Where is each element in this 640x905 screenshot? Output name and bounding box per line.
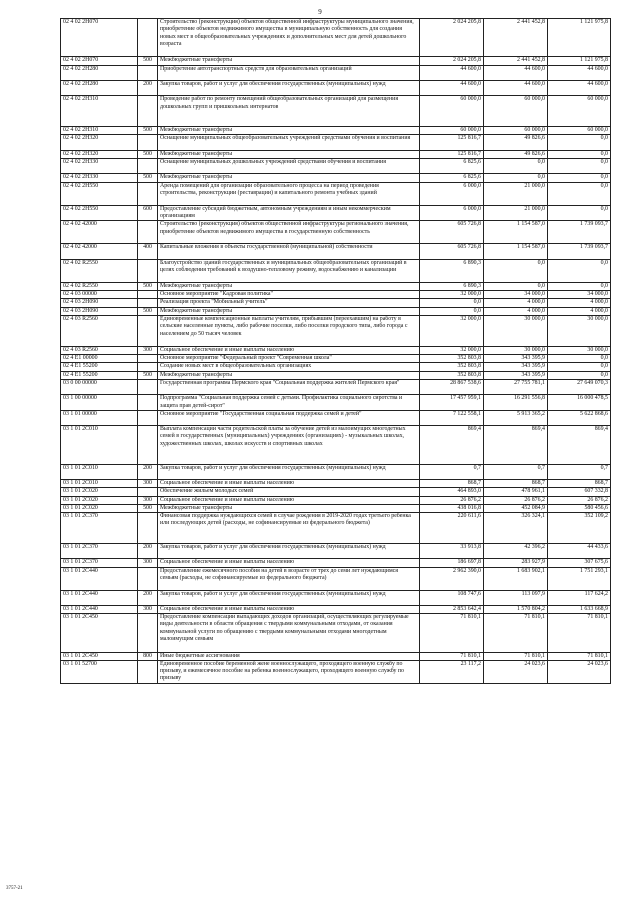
amount-year-1: 438 016,8 <box>420 504 484 512</box>
item-name: Аренда помещений для организации образовательного процесса на период проведения строительства, реконструкции (реставрации) и капитального ремонта учебных зданий <box>158 182 420 205</box>
target-article-code: 02 4 02 42000 <box>61 244 138 259</box>
amount-year-3: 5 622 868,6 <box>548 410 611 425</box>
item-name: Социальное обеспечение и иные выплаты населению <box>158 605 420 613</box>
item-name: Приобретение автотранспортных средств для образовательных организаций <box>158 65 420 80</box>
amount-year-1: 0,0 <box>420 299 484 307</box>
table-row <box>61 504 611 512</box>
amount-year-1: 220 611,6 <box>420 513 484 544</box>
expense-type-code: 300 <box>138 605 158 613</box>
item-name: Межбюджетные трансферты <box>158 307 420 315</box>
expense-type-code <box>138 299 158 307</box>
table-row <box>61 127 611 135</box>
target-article-code: 03 1 01 52700 <box>61 660 138 683</box>
table-row <box>61 244 611 259</box>
amount-year-2: 1 154 587,0 <box>484 221 548 244</box>
amount-year-3: 1 739 093,7 <box>548 244 611 259</box>
amount-year-2: 71 810,1 <box>484 652 548 660</box>
item-name: Реализация проекта "Мобильный учитель" <box>158 299 420 307</box>
table-row <box>61 299 611 307</box>
amount-year-3: 0,0 <box>548 205 611 221</box>
expense-type-code: 200 <box>138 81 158 96</box>
amount-year-3: 868,7 <box>548 479 611 487</box>
amount-year-2: 478 961,1 <box>484 488 548 496</box>
item-name: Межбюджетные трансферты <box>158 371 420 379</box>
target-article-code: 03 1 01 2С010 <box>61 479 138 487</box>
item-name: Капитальные вложения в объекты государственной (муниципальной) собственности <box>158 244 420 259</box>
amount-year-1: 352 803,8 <box>420 363 484 371</box>
target-article-code: 03 1 01 2С020 <box>61 488 138 496</box>
item-name: Социальное обеспечение и иные выплаты населению <box>158 496 420 504</box>
amount-year-3: 1 121 975,8 <box>548 57 611 65</box>
target-article-code: 03 1 01 2С440 <box>61 605 138 613</box>
item-name: Закупка товаров, работ и услуг для обеспечения государственных (муниципальных) нужд <box>158 464 420 479</box>
item-name: Обеспечение жильем молодых семей <box>158 488 420 496</box>
amount-year-2: 0,7 <box>484 464 548 479</box>
amount-year-3: 44 600,0 <box>548 65 611 80</box>
target-article-code: 02 4 02 R2550 <box>61 259 138 282</box>
expense-type-code <box>138 315 158 346</box>
amount-year-2: 21 000,0 <box>484 205 548 221</box>
amount-year-3: 60 000,0 <box>548 127 611 135</box>
amount-year-2: 1 570 804,2 <box>484 605 548 613</box>
target-article-code: 03 1 01 2С370 <box>61 543 138 558</box>
table-row <box>61 354 611 362</box>
table-row <box>61 614 611 652</box>
table-row <box>61 395 611 411</box>
table-row <box>61 496 611 504</box>
amount-year-1: 60 000,0 <box>420 96 484 127</box>
expense-type-code <box>138 96 158 127</box>
item-name: Оснащение муниципальных дошкольных учреждений средствами обучения и воспитания <box>158 159 420 174</box>
table-row <box>61 159 611 174</box>
amount-year-1: 6 890,3 <box>420 259 484 282</box>
amount-year-3: 24 023,6 <box>548 660 611 683</box>
table-row <box>61 605 611 613</box>
expense-type-code <box>138 410 158 425</box>
amount-year-2: 26 876,2 <box>484 496 548 504</box>
amount-year-2: 42 396,2 <box>484 543 548 558</box>
target-article-code: 03 1 01 2С020 <box>61 496 138 504</box>
amount-year-3: 869,4 <box>548 426 611 464</box>
item-name: Межбюджетные трансферты <box>158 504 420 512</box>
amount-year-1: 352 803,8 <box>420 354 484 362</box>
expense-type-code: 500 <box>138 307 158 315</box>
amount-year-2: 2 441 452,8 <box>484 19 548 57</box>
amount-year-3: 0,0 <box>548 282 611 290</box>
item-name: Государственная программа Пермского края "Социальная поддержка жителей Пермского края" <box>158 379 420 394</box>
amount-year-1: 71 810,1 <box>420 652 484 660</box>
amount-year-2: 5 913 365,2 <box>484 410 548 425</box>
expense-type-code <box>138 259 158 282</box>
target-article-code: 03 1 01 2С370 <box>61 559 138 567</box>
target-article-code: 02 4 02 2Н550 <box>61 182 138 205</box>
item-name: Иные бюджетные ассигнования <box>158 652 420 660</box>
table-row <box>61 479 611 487</box>
item-name: Финансовая поддержка нуждающихся семей в случае рождения в 2019-2020 годах третьего ребенка или последующих детей (расходы, не софинансируемые из федерального бюджета) <box>158 513 420 544</box>
amount-year-2: 1 683 902,1 <box>484 567 548 590</box>
item-name: Закупка товаров, работ и услуг для обеспечения государственных (муниципальных) нужд <box>158 590 420 605</box>
item-name: Предоставление ежемесячного пособия на детей в возрасте от трех до семи лет нуждающимся семьям (расходы, не софинансируемые из федерального бюджета) <box>158 567 420 590</box>
table-row <box>61 371 611 379</box>
item-name: Основное мероприятие "Кадровая политика" <box>158 291 420 299</box>
amount-year-3: 352 109,2 <box>548 513 611 544</box>
item-name: Межбюджетные трансферты <box>158 127 420 135</box>
expense-type-code <box>138 354 158 362</box>
amount-year-3: 1 739 093,7 <box>548 221 611 244</box>
amount-year-3: 0,0 <box>548 371 611 379</box>
expense-type-code <box>138 135 158 150</box>
table-row <box>61 315 611 346</box>
amount-year-2: 2 441 452,8 <box>484 57 548 65</box>
amount-year-2: 30 000,0 <box>484 346 548 354</box>
table-row <box>61 259 611 282</box>
table-row <box>61 543 611 558</box>
amount-year-2: 27 755 781,1 <box>484 379 548 394</box>
expense-type-code <box>138 221 158 244</box>
table-row <box>61 19 611 57</box>
expense-type-code <box>138 363 158 371</box>
expense-type-code: 300 <box>138 479 158 487</box>
table-row <box>61 410 611 425</box>
table-row <box>61 590 611 605</box>
target-article-code: 03 1 01 2С440 <box>61 567 138 590</box>
expense-type-code: 200 <box>138 464 158 479</box>
target-article-code: 02 4 03 R2560 <box>61 346 138 354</box>
expense-type-code <box>138 379 158 394</box>
target-article-code: 03 1 01 2С020 <box>61 504 138 512</box>
amount-year-2: 34 000,0 <box>484 291 548 299</box>
amount-year-3: 4 000,0 <box>548 299 611 307</box>
amount-year-2: 343 395,9 <box>484 363 548 371</box>
table-row <box>61 221 611 244</box>
amount-year-3: 0,0 <box>548 159 611 174</box>
item-name: Создание новых мест в общеобразовательных организациях <box>158 363 420 371</box>
amount-year-1: 2 024 205,8 <box>420 19 484 57</box>
expense-type-code <box>138 182 158 205</box>
item-name: Основное мероприятие "Государственная социальная поддержка семей и детей" <box>158 410 420 425</box>
amount-year-3: 44 600,0 <box>548 81 611 96</box>
amount-year-1: 0,7 <box>420 464 484 479</box>
amount-year-3: 0,0 <box>548 174 611 182</box>
amount-year-1: 186 697,8 <box>420 559 484 567</box>
target-article-code: 03 1 01 2С450 <box>61 652 138 660</box>
amount-year-2: 24 023,6 <box>484 660 548 683</box>
amount-year-3: 1 633 668,9 <box>548 605 611 613</box>
expense-type-code: 500 <box>138 282 158 290</box>
amount-year-3: 27 649 070,3 <box>548 379 611 394</box>
amount-year-2: 343 395,9 <box>484 354 548 362</box>
amount-year-1: 32 000,0 <box>420 346 484 354</box>
amount-year-3: 26 876,2 <box>548 496 611 504</box>
item-name: Основное мероприятие "Федеральный проект "Современная школа" <box>158 354 420 362</box>
table-row <box>61 379 611 394</box>
amount-year-3: 0,0 <box>548 363 611 371</box>
amount-year-1: 868,7 <box>420 479 484 487</box>
amount-year-2: 60 000,0 <box>484 96 548 127</box>
amount-year-3: 60 000,0 <box>548 96 611 127</box>
target-article-code: 02 4 02 2Н070 <box>61 57 138 65</box>
table-row <box>61 81 611 96</box>
expense-type-code: 600 <box>138 205 158 221</box>
item-name: Межбюджетные трансферты <box>158 57 420 65</box>
expense-type-code: 800 <box>138 652 158 660</box>
amount-year-2: 113 097,9 <box>484 590 548 605</box>
item-name: Межбюджетные трансферты <box>158 174 420 182</box>
table-row <box>61 182 611 205</box>
amount-year-2: 869,4 <box>484 426 548 464</box>
expense-type-code: 500 <box>138 127 158 135</box>
amount-year-1: 352 803,8 <box>420 371 484 379</box>
amount-year-1: 0,0 <box>420 307 484 315</box>
amount-year-2: 0,0 <box>484 159 548 174</box>
target-article-code: 02 4 E1 00000 <box>61 354 138 362</box>
amount-year-1: 26 876,2 <box>420 496 484 504</box>
target-article-code: 03 1 01 2С450 <box>61 614 138 652</box>
item-name: Социальное обеспечение и иные выплаты населению <box>158 346 420 354</box>
expense-type-code <box>138 513 158 544</box>
expense-type-code <box>138 159 158 174</box>
table-row <box>61 488 611 496</box>
table-row <box>61 174 611 182</box>
item-name: Оснащение муниципальных общеобразовательных учреждений средствами обучения и воспитания <box>158 135 420 150</box>
target-article-code: 02 4 03 00000 <box>61 291 138 299</box>
budget-table-body <box>61 19 611 684</box>
target-article-code: 03 1 01 2С440 <box>61 590 138 605</box>
expense-type-code <box>138 567 158 590</box>
target-article-code: 02 4 03 2Н090 <box>61 307 138 315</box>
expense-type-code: 300 <box>138 346 158 354</box>
target-article-code: 03 1 01 00000 <box>61 410 138 425</box>
item-name: Закупка товаров, работ и услуг для обеспечения государственных (муниципальных) нужд <box>158 543 420 558</box>
item-name: Предоставление субсидий бюджетным, автономным учреждениям и иным некоммерческим организациям <box>158 205 420 221</box>
table-row <box>61 150 611 158</box>
amount-year-3: 16 000 478,5 <box>548 395 611 411</box>
target-article-code: 03 1 01 2С370 <box>61 513 138 544</box>
amount-year-1: 7 122 558,1 <box>420 410 484 425</box>
amount-year-1: 605 726,8 <box>420 244 484 259</box>
target-article-code: 02 4 02 42000 <box>61 221 138 244</box>
amount-year-1: 125 816,7 <box>420 150 484 158</box>
expense-type-code: 200 <box>138 590 158 605</box>
amount-year-1: 2 024 205,8 <box>420 57 484 65</box>
table-row <box>61 205 611 221</box>
amount-year-2: 868,7 <box>484 479 548 487</box>
table-row <box>61 65 611 80</box>
target-article-code: 02 4 02 2Н550 <box>61 205 138 221</box>
amount-year-1: 6 000,0 <box>420 205 484 221</box>
table-row <box>61 567 611 590</box>
target-article-code: 02 4 02 2Н070 <box>61 19 138 57</box>
item-name: Межбюджетные трансферты <box>158 150 420 158</box>
item-name: Социальное обеспечение и иные выплаты населению <box>158 479 420 487</box>
amount-year-1: 32 000,0 <box>420 291 484 299</box>
amount-year-2: 44 600,0 <box>484 81 548 96</box>
amount-year-3: 117 624,2 <box>548 590 611 605</box>
target-article-code: 02 4 03 2Н090 <box>61 299 138 307</box>
amount-year-1: 32 000,0 <box>420 315 484 346</box>
amount-year-2: 21 000,0 <box>484 182 548 205</box>
expense-type-code: 300 <box>138 559 158 567</box>
amount-year-3: 0,0 <box>548 259 611 282</box>
table-row <box>61 426 611 464</box>
table-row <box>61 307 611 315</box>
amount-year-1: 605 726,8 <box>420 221 484 244</box>
amount-year-2: 49 826,6 <box>484 150 548 158</box>
amount-year-3: 0,7 <box>548 464 611 479</box>
item-name: Строительство (реконструкция) объектов общественной инфраструктуры регионального значения, приобретение объектов недвижимого имущества в государственную собственность <box>158 221 420 244</box>
target-article-code: 02 4 02 2Н310 <box>61 127 138 135</box>
amount-year-3: 0,0 <box>548 354 611 362</box>
amount-year-3: 607 332,8 <box>548 488 611 496</box>
table-row <box>61 660 611 683</box>
target-article-code: 03 1 00 00000 <box>61 395 138 411</box>
expense-type-code: 500 <box>138 504 158 512</box>
item-name: Предоставление компенсации выпадающих доходов организаций, осуществляющих регулируемые виды деятельности в области обращения с твердыми коммунальными отходами, от оказания коммунальной услуги по обращению с твердыми коммунальными отходами многодетным малоимущим семьям <box>158 614 420 652</box>
amount-year-2: 0,0 <box>484 259 548 282</box>
amount-year-2: 60 000,0 <box>484 127 548 135</box>
table-row <box>61 57 611 65</box>
item-name: Закупка товаров, работ и услуг для обеспечения государственных (муниципальных) нужд <box>158 81 420 96</box>
amount-year-3: 1 751 293,1 <box>548 567 611 590</box>
target-article-code: 02 4 03 R2560 <box>61 315 138 346</box>
expense-type-code: 500 <box>138 57 158 65</box>
table-row <box>61 291 611 299</box>
target-article-code: 03 1 01 2С010 <box>61 464 138 479</box>
expense-type-code: 400 <box>138 244 158 259</box>
amount-year-1: 44 600,0 <box>420 65 484 80</box>
amount-year-1: 28 867 538,6 <box>420 379 484 394</box>
item-name: Единовременное пособие беременной жене военнослужащего, проходящего военную службу по призыву, и ежемесячное пособие на ребенка военнослужащего, проходящего военную службу по призыву <box>158 660 420 683</box>
page-number: 9 <box>318 8 322 16</box>
table-row <box>61 559 611 567</box>
amount-year-2: 44 600,0 <box>484 65 548 80</box>
amount-year-3: 580 456,6 <box>548 504 611 512</box>
amount-year-2: 71 810,1 <box>484 614 548 652</box>
amount-year-3: 4 000,0 <box>548 307 611 315</box>
amount-year-3: 44 433,6 <box>548 543 611 558</box>
table-row <box>61 363 611 371</box>
amount-year-3: 1 121 975,8 <box>548 19 611 57</box>
amount-year-3: 30 000,0 <box>548 315 611 346</box>
target-article-code: 03 0 00 00000 <box>61 379 138 394</box>
item-name: Благоустройство зданий государственных и муниципальных общеобразовательных организаций в целях соблюдения требований к воздушно-тепловому режиму, водоснабжению и канализации <box>158 259 420 282</box>
item-name: Подпрограмма "Социальная поддержка семей с детьми. Профилактика социального сиротства и защита прав детей-сирот" <box>158 395 420 411</box>
item-name: Единовременные компенсационные выплаты учителям, прибывшим (переехавшим) на работу в сельские населенные пункты, либо рабочие поселки, либо поселки городского типа, либо города с населением до 50 тысяч человек <box>158 315 420 346</box>
table-row <box>61 513 611 544</box>
item-name: Проведение работ по ремонту помещений общеобразовательных организаций для размещения дошкольных групп и пришкольных интернатов <box>158 96 420 127</box>
amount-year-1: 464 893,0 <box>420 488 484 496</box>
amount-year-1: 33 913,8 <box>420 543 484 558</box>
target-article-code: 02 4 02 2Н310 <box>61 96 138 127</box>
target-article-code: 02 4 E1 55200 <box>61 371 138 379</box>
amount-year-2: 49 826,6 <box>484 135 548 150</box>
amount-year-3: 71 810,1 <box>548 614 611 652</box>
amount-year-2: 343 395,9 <box>484 371 548 379</box>
expense-type-code <box>138 660 158 683</box>
table-row <box>61 652 611 660</box>
target-article-code: 02 4 02 R2550 <box>61 282 138 290</box>
amount-year-1: 6 825,6 <box>420 159 484 174</box>
amount-year-1: 23 117,2 <box>420 660 484 683</box>
amount-year-3: 307 675,6 <box>548 559 611 567</box>
expense-type-code: 200 <box>138 543 158 558</box>
item-name: Межбюджетные трансферты <box>158 282 420 290</box>
amount-year-2: 30 000,0 <box>484 315 548 346</box>
amount-year-1: 2 962 390,0 <box>420 567 484 590</box>
amount-year-1: 6 890,3 <box>420 282 484 290</box>
amount-year-3: 0,0 <box>548 135 611 150</box>
amount-year-1: 60 000,0 <box>420 127 484 135</box>
amount-year-1: 869,4 <box>420 426 484 464</box>
budget-table <box>60 18 611 684</box>
expense-type-code <box>138 426 158 464</box>
target-article-code: 02 4 02 2Н320 <box>61 135 138 150</box>
amount-year-2: 283 927,9 <box>484 559 548 567</box>
expense-type-code <box>138 65 158 80</box>
expense-type-code <box>138 395 158 411</box>
amount-year-2: 326 324,1 <box>484 513 548 544</box>
amount-year-2: 4 000,0 <box>484 307 548 315</box>
amount-year-1: 71 810,1 <box>420 614 484 652</box>
amount-year-3: 71 810,1 <box>548 652 611 660</box>
expense-type-code: 300 <box>138 496 158 504</box>
target-article-code: 03 1 01 2С010 <box>61 426 138 464</box>
amount-year-3: 30 000,0 <box>548 346 611 354</box>
amount-year-2: 452 084,9 <box>484 504 548 512</box>
document-code: 3757-21 <box>6 886 23 891</box>
target-article-code: 02 4 02 2Н330 <box>61 174 138 182</box>
amount-year-2: 1 154 587,0 <box>484 244 548 259</box>
amount-year-1: 6 825,6 <box>420 174 484 182</box>
amount-year-1: 6 000,0 <box>420 182 484 205</box>
amount-year-2: 0,0 <box>484 282 548 290</box>
amount-year-1: 2 853 642,4 <box>420 605 484 613</box>
target-article-code: 02 4 02 2Н330 <box>61 159 138 174</box>
amount-year-1: 44 600,0 <box>420 81 484 96</box>
amount-year-2: 4 000,0 <box>484 299 548 307</box>
amount-year-1: 108 747,6 <box>420 590 484 605</box>
expense-type-code: 500 <box>138 150 158 158</box>
item-name: Выплата компенсации части родительской платы за обучение детей из малоимущих многодетных семей в государственных (муниципальных) учреждениях (организациях) - музыкальных школах, художественных школах, школах искусств и спортивных школах <box>158 426 420 464</box>
target-article-code: 02 4 02 2Н280 <box>61 65 138 80</box>
amount-year-1: 17 457 959,1 <box>420 395 484 411</box>
target-article-code: 02 4 02 2Н320 <box>61 150 138 158</box>
table-row <box>61 464 611 479</box>
expense-type-code: 500 <box>138 174 158 182</box>
table-row <box>61 96 611 127</box>
target-article-code: 02 4 02 2Н280 <box>61 81 138 96</box>
amount-year-3: 34 000,0 <box>548 291 611 299</box>
amount-year-3: 0,0 <box>548 182 611 205</box>
target-article-code: 02 4 E1 55200 <box>61 363 138 371</box>
expense-type-code <box>138 614 158 652</box>
expense-type-code <box>138 291 158 299</box>
expense-type-code: 500 <box>138 371 158 379</box>
table-row <box>61 346 611 354</box>
amount-year-2: 0,0 <box>484 174 548 182</box>
table-row <box>61 135 611 150</box>
expense-type-code <box>138 19 158 57</box>
table-row <box>61 282 611 290</box>
amount-year-1: 125 816,7 <box>420 135 484 150</box>
expense-type-code <box>138 488 158 496</box>
item-name: Социальное обеспечение и иные выплаты населению <box>158 559 420 567</box>
amount-year-2: 16 291 556,8 <box>484 395 548 411</box>
item-name: Строительство (реконструкция) объектов общественной инфраструктуры муниципального значения, приобретение объектов недвижимого имущества в муниципальную собственность для создания новых мест в общеобразовательных учреждениях и дополнительных мест для детей дошкольного возраста <box>158 19 420 57</box>
amount-year-3: 0,0 <box>548 150 611 158</box>
